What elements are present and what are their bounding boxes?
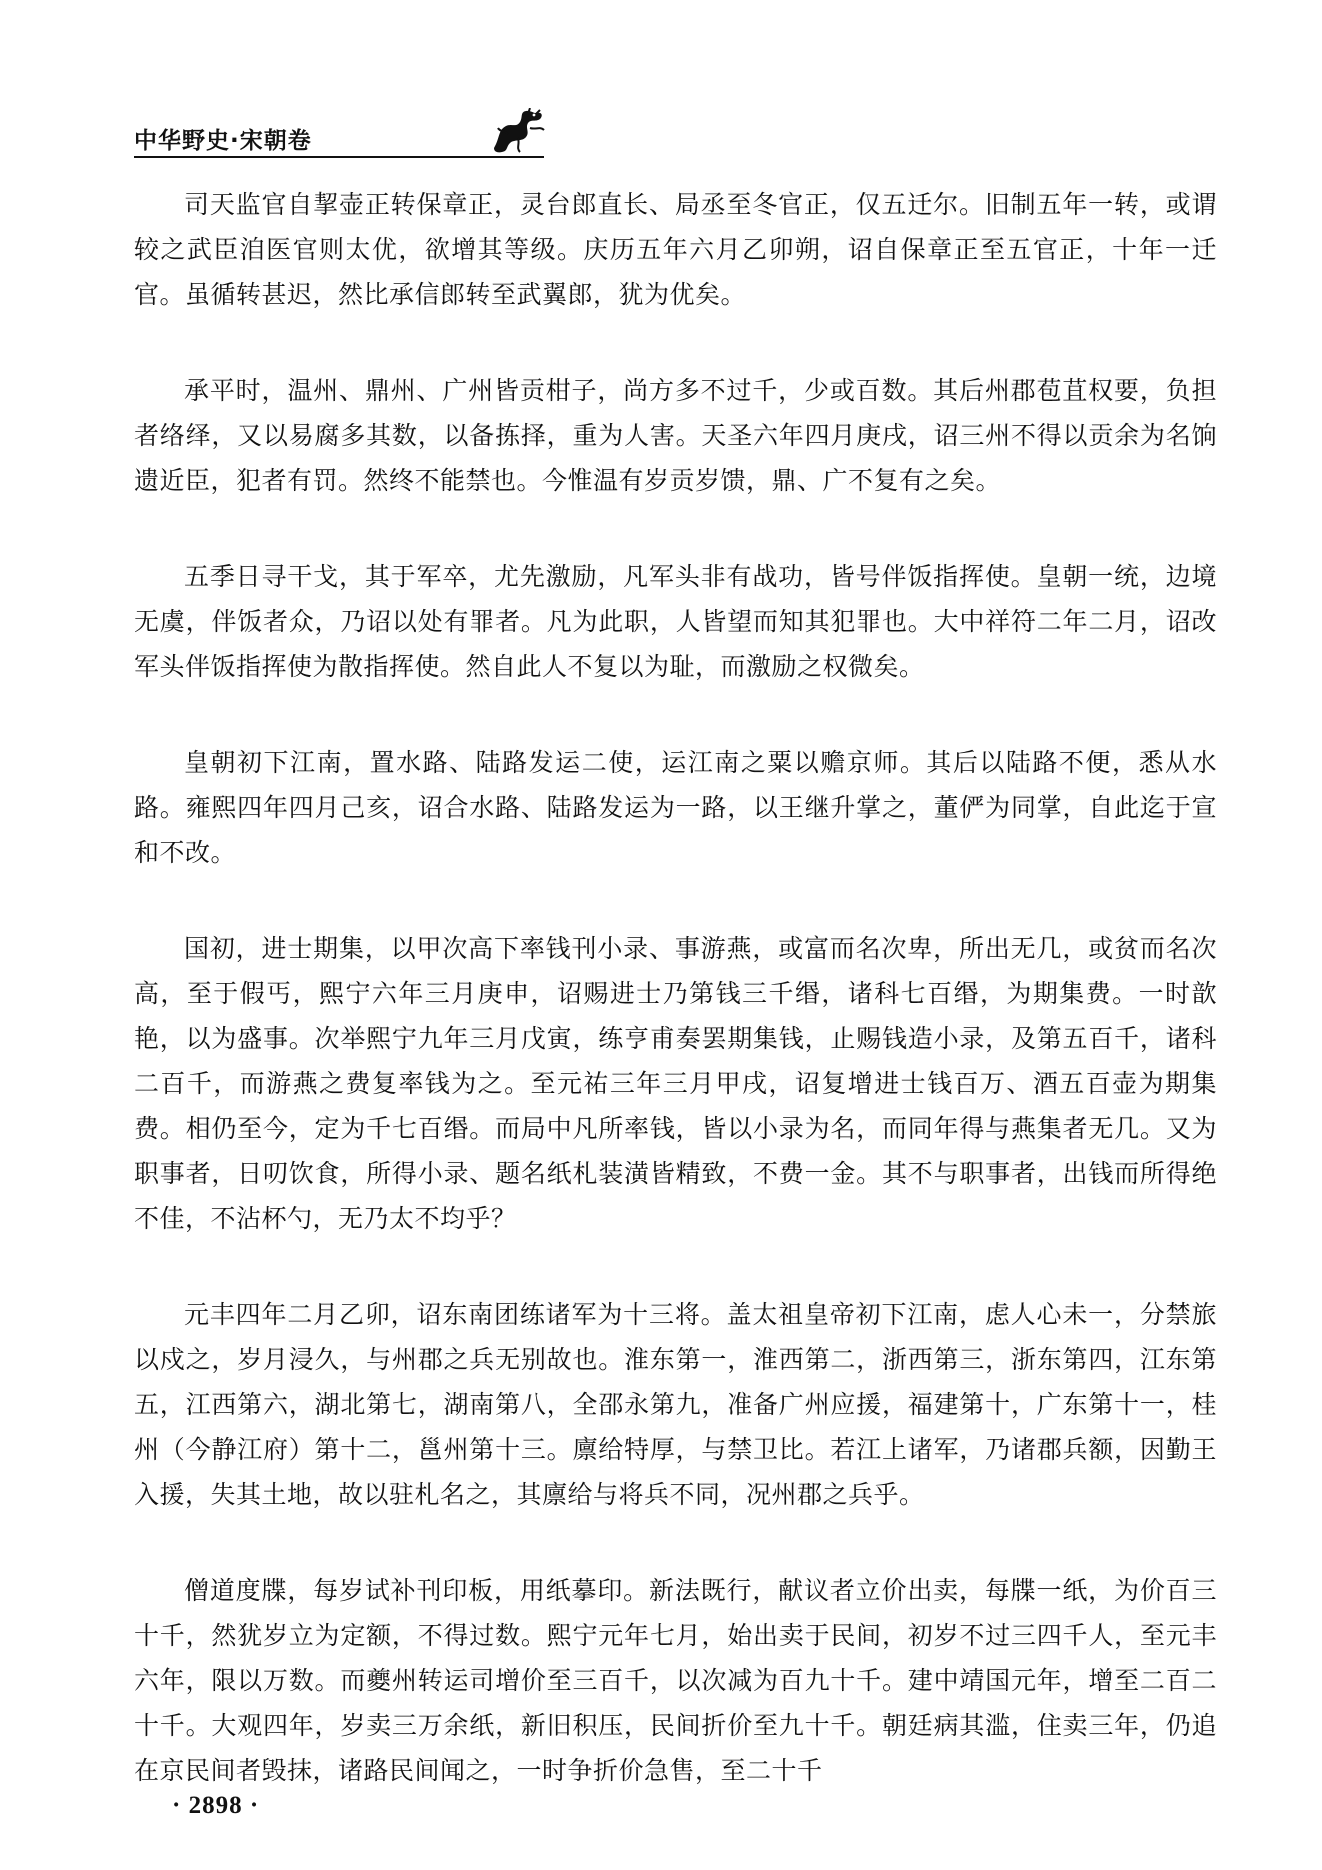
paragraph: 承平时，温州、鼎州、广州皆贡柑子，尚方多不过千，少或百数。其后州郡苞苴权要，负担者络绎，又以易腐多其数，以备拣择，重为人害。天圣六年四月庚戌，诏三州不得以贡余为名饷遗近臣，犯者有罚。然终不能禁也。今惟温有岁贡岁馈，鼎、广不复有之矣。 [134,376,1217,495]
paragraph: 元丰四年二月乙卯，诏东南团练诸军为十三将。盖太祖皇帝初下江南，虑人心未一，分禁旅以戍之，岁月浸久，与州郡之兵无别故也。淮东第一，淮西第二，浙西第三，浙东第四，江东第五，江西第六，湖北第七，湖南第八，全邵永第九，准备广州应援，福建第十，广东第十一，桂州（今静江府）第十二，邕州第十三。廪给特厚，与禁卫比。若江上诸军，乃诸郡兵额，因勤王入援，失其土地，故以驻札名之，其廪给与将兵不同，况州郡之兵乎。 [134,1300,1217,1509]
paragraph: 国初，进士期集，以甲次高下率钱刊小录、事游燕，或富而名次卑，所出无几，或贫而名次高，至于假丐，熙宁六年三月庚申，诏赐进士乃第钱三千缗，诸科七百缗，为期集费。一时歆艳，以为盛事。次举熙宁九年三月戊寅，练亨甫奏罢期集钱，止赐钱造小录，及第五百千，诸科二百千，而游燕之费复率钱为之。至元祐三年三月甲戌，诏复增进士钱百万、酒五百壶为期集费。相仍至今，定为千七百缗。而局中凡所率钱，皆以小录为名，而同年得与燕集者无几。又为职事者，日叨饮食，所得小录、题名纸札装潢皆精致，不费一金。其不与职事者，出钱而所得绝不佳，不沾杯勺，无乃太不均乎？ [134,934,1217,1233]
page-number: · 2898 · [172,1792,260,1819]
running-title: 中华野史·宋朝卷 [134,128,312,154]
body-text [134,182,1217,1844]
paragraph: 僧道度牒，每岁试补刊印板，用纸摹印。新法既行，献议者立价出卖，每牒一纸，为价百三十千，然犹岁立为定额，不得过数。熙宁元年七月，始出卖于民间，初岁不过三四千人，至元丰六年，限以万数。而夔州转运司增价至三百千，以次减为百九十千。建中靖国元年，增至二百二十千。大观四年，岁卖三万余纸，新旧积压，民间折价至九十千。朝廷病其滥，住卖三年，仍追在京民间者毁抹，诸路民间闻之，一时争折价急售，至二十千 [134,1576,1217,1785]
running-head [134,118,554,164]
paragraph: 五季日寻干戈，其于军卒，尤先激励，凡军头非有战功，皆号伴饭指挥使。皇朝一统，边境无虞，伴饭者众，乃诏以处有罪者。凡为此职，人皆望而知其犯罪也。大中祥符二年二月，诏改军头伴饭指挥使为散指挥使。然自此人不复以为耻，而激励之权微矣。 [134,562,1217,681]
paragraph: 皇朝初下江南，置水路、陆路发运二使，运江南之粟以赡京师。其后以陆路不便，悉从水路。雍熙四年四月己亥，诏合水路、陆路发运为一路，以王继升掌之，董俨为同掌，自此迄于宣和不改。 [134,748,1217,867]
header-rule [134,156,544,158]
dragon-icon [490,108,546,154]
paragraph: 司天监官自挈壶正转保章正，灵台郎直长、局丞至冬官正，仅五迁尔。旧制五年一转，或谓较之武臣洎医官则太优，欲增其等级。庆历五年六月乙卯朔，诏自保章正至五官正，十年一迁官。虽循转甚迟，然比承信郎转至武翼郎，犹为优矣。 [134,190,1217,309]
